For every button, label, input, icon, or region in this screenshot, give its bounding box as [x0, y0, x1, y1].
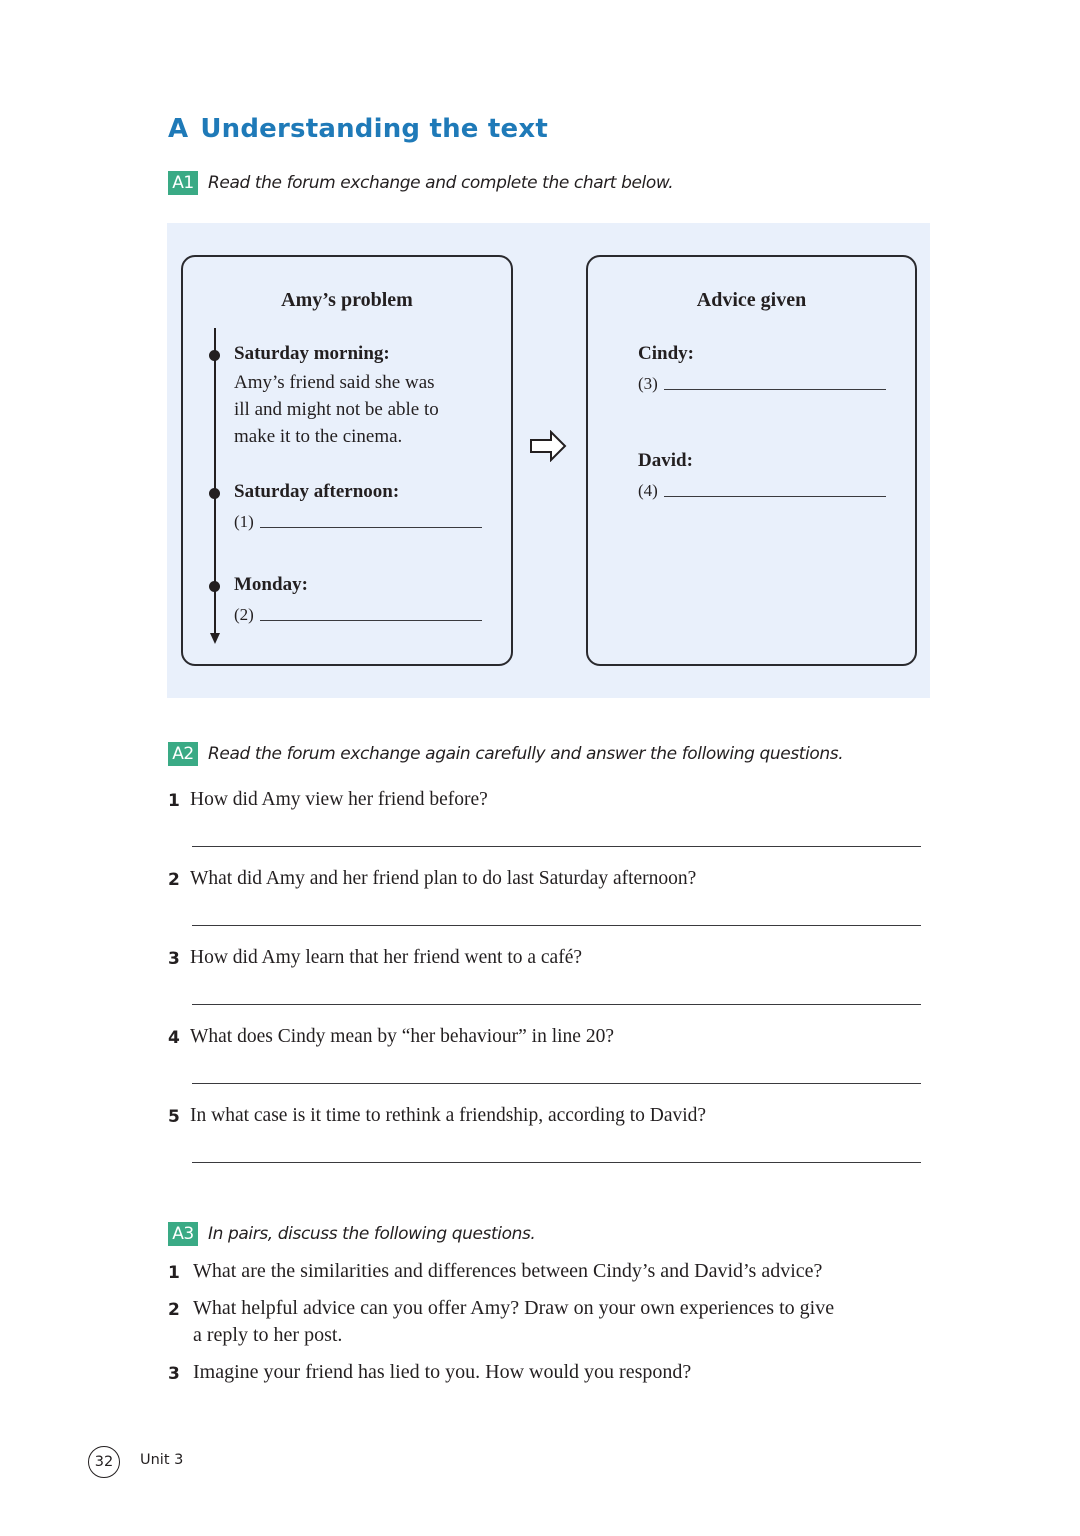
a2-question-1: [168, 789, 488, 811]
a3-question-3: [168, 1359, 691, 1388]
right-arrow-icon: [529, 430, 567, 462]
blank-4[interactable]: [638, 481, 886, 501]
question-text: How did Amy learn that her friend went to a café?: [190, 947, 583, 968]
a3-badge: A3: [168, 1222, 198, 1246]
blank-number: (4): [638, 481, 658, 500]
page-number: 32: [88, 1446, 120, 1478]
question-text: In what case is it time to rethink a friendship, according to David?: [190, 1105, 707, 1126]
timeline-dot: [209, 581, 220, 592]
question-text: What are the similarities and differences between Cindy’s and David’s advice?: [193, 1260, 823, 1282]
entry-label-saturday-morning: Saturday morning:: [234, 343, 390, 364]
timeline-arrow-icon: [210, 633, 220, 644]
answer-line-1[interactable]: [192, 846, 921, 847]
a1-instruction: Read the forum exchange and complete the chart below.: [208, 173, 674, 193]
entry-label-saturday-afternoon: Saturday afternoon:: [234, 481, 400, 502]
a2-question-3: [168, 947, 582, 969]
question-text: [193, 1295, 834, 1349]
blank-number: (2): [234, 605, 254, 624]
text-line: make it to the cinema.: [234, 426, 403, 447]
question-number: 2: [168, 1300, 180, 1320]
entry-label-monday: Monday:: [234, 574, 308, 595]
answer-blank-line[interactable]: [664, 495, 886, 497]
blank-2[interactable]: [234, 605, 482, 625]
a2-instruction: Read the forum exchange again carefully and answer the following questions.: [208, 744, 844, 764]
entry-label-cindy: Cindy:: [638, 343, 694, 364]
answer-line-5[interactable]: [192, 1162, 921, 1163]
question-number: 5: [168, 1107, 180, 1127]
answer-line-3[interactable]: [192, 1004, 921, 1005]
question-number: 4: [168, 1028, 180, 1048]
answer-line-2[interactable]: [192, 925, 921, 926]
question-number: 3: [168, 1364, 180, 1384]
text-line: ill and might not be able to: [234, 399, 439, 420]
question-text-line: a reply to her post.: [193, 1324, 343, 1346]
entry-label-david: David:: [638, 450, 693, 471]
blank-1[interactable]: [234, 512, 482, 532]
advice-given-card: [586, 255, 917, 666]
answer-blank-line[interactable]: [664, 388, 886, 390]
a1-instruction-row: [168, 171, 673, 195]
question-number: 1: [168, 1263, 180, 1283]
question-number: 3: [168, 949, 180, 969]
question-text: What does Cindy mean by “her behaviour” in line 20?: [190, 1026, 614, 1047]
question-text-line: What helpful advice can you offer Amy? Draw on your own experiences to give: [193, 1297, 835, 1319]
question-text: Imagine your friend has lied to you. How would you respond?: [193, 1361, 692, 1383]
blank-number: (1): [234, 512, 254, 531]
a3-instruction: In pairs, discuss the following questions.: [208, 1224, 536, 1244]
section-title-text: Understanding the text: [200, 114, 548, 144]
timeline-dot: [209, 350, 220, 361]
a2-question-4: [168, 1026, 614, 1048]
timeline-dot: [209, 488, 220, 499]
question-number: 1: [168, 791, 180, 811]
question-text: What did Amy and her friend plan to do last Saturday afternoon?: [190, 868, 697, 889]
answer-line-4[interactable]: [192, 1083, 921, 1084]
question-number: 2: [168, 870, 180, 890]
a3-instruction-row: [168, 1222, 535, 1246]
a3-question-2: [168, 1295, 834, 1349]
answer-blank-line[interactable]: [260, 619, 482, 621]
a2-question-5: [168, 1105, 706, 1127]
section-letter: A: [168, 114, 189, 144]
section-title: [168, 114, 548, 144]
blank-3[interactable]: [638, 374, 886, 394]
a2-question-2: [168, 868, 696, 890]
answer-blank-line[interactable]: [260, 526, 482, 528]
question-text: How did Amy view her friend before?: [190, 789, 488, 810]
amys-problem-title: Amy’s problem: [281, 289, 413, 311]
advice-given-title: Advice given: [696, 289, 807, 311]
blank-number: (3): [638, 374, 658, 393]
text-line: Amy’s friend said she was: [234, 372, 435, 393]
a3-question-1: [168, 1258, 822, 1287]
a2-instruction-row: [168, 742, 843, 766]
unit-label: Unit 3: [140, 1452, 184, 1468]
a2-badge: A2: [168, 742, 198, 766]
a1-badge: A1: [168, 171, 198, 195]
saturday-morning-text: [234, 369, 439, 450]
